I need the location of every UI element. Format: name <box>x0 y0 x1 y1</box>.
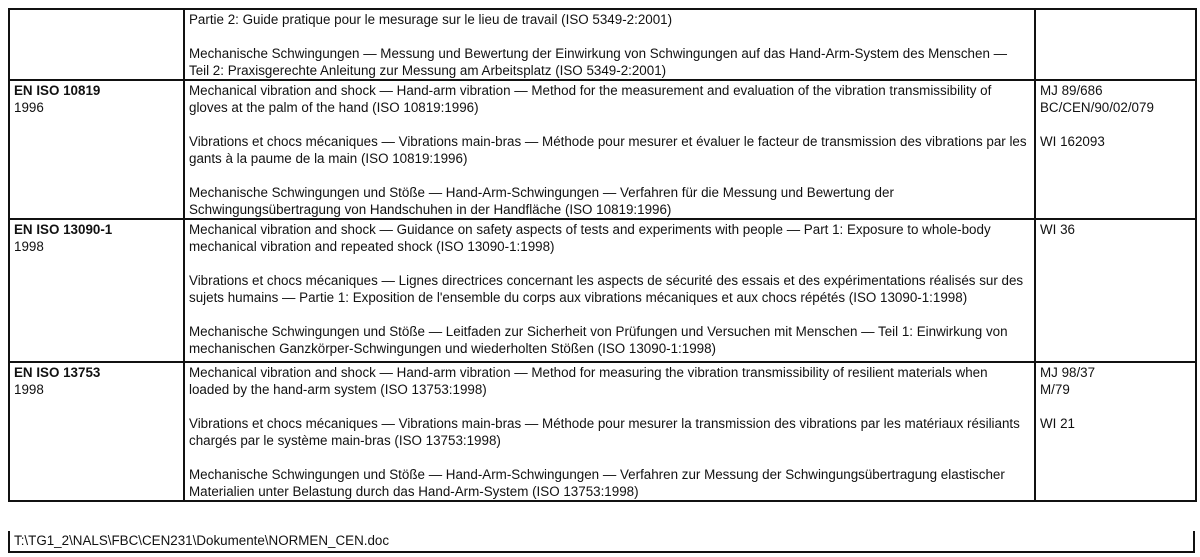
title-french: Vibrations et chocs mécaniques — Vibrations main-bras — Méthode pour mesurer la transmission des vibrations par les matériaux résiliants chargés par le système main-bras (ISO 13753:1998) <box>189 416 1020 448</box>
work-item-ref: WI 162093 <box>1040 134 1105 149</box>
standard-cell <box>9 80 184 219</box>
work-item-ref: WI 21 <box>1040 416 1075 431</box>
title-cell <box>184 219 1035 362</box>
title-cell <box>184 80 1035 219</box>
standard-cell <box>9 219 184 362</box>
table-row <box>9 362 1196 501</box>
table-row <box>9 219 1196 362</box>
title-english: Mechanical vibration and shock — Hand-arm vibration — Method for measuring the vibration transmissibility of resilient materials when loaded by the hand-arm system (ISO 13753:1998) <box>189 365 988 397</box>
reference-cell <box>1035 219 1196 362</box>
mandate-ref: MJ 89/686 <box>1040 83 1103 98</box>
title-cell <box>184 362 1035 501</box>
standard-number: EN ISO 13753 <box>14 365 101 380</box>
standard-year: 1996 <box>14 100 44 115</box>
standard-number: EN ISO 13090-1 <box>14 222 113 237</box>
reference-cell <box>1035 80 1196 219</box>
reference-cell <box>1035 9 1196 80</box>
title-english: Mechanical vibration and shock — Guidance on safety aspects of tests and experiments with people — Part 1: Exposure to whole-body mechanical vibration and repeated shock (ISO 13090-1:1998) <box>189 222 991 254</box>
table-row <box>9 9 1196 80</box>
title-german: Mechanische Schwingungen und Stöße — Hand-Arm-Schwingungen — Verfahren zur Messung der Schwingungsübertragung elastischer Materialien unter Belastung durch das Hand-Arm-System (ISO 13753:1998) <box>189 467 1005 499</box>
standards-table <box>8 8 1197 502</box>
standard-year: 1998 <box>14 239 44 254</box>
mandate-ref: BC/CEN/90/02/079 <box>1040 100 1154 115</box>
standard-cell <box>9 9 184 80</box>
title-french: Vibrations et chocs mécaniques — Lignes directrices concernant les aspects de sécurité des essais et des expérimentations réalisés sur des sujets humains — Partie 1: Exposition de l'ensemble du corps aux vibrations mécaniques et aux chocs répétés (ISO 13090-1:1998) <box>189 273 1024 305</box>
mandate-ref: MJ 98/37 <box>1040 365 1096 380</box>
standard-year: 1998 <box>14 382 44 397</box>
file-path-footer: T:\TG1_2\NALS\FBC\CEN231\Dokumente\NORMEN_CEN.doc <box>8 531 1195 553</box>
title-french: Partie 2: Guide pratique pour le mesurage sur le lieu de travail (ISO 5349-2:2001) <box>189 12 673 27</box>
title-cell <box>184 9 1035 80</box>
reference-cell <box>1035 362 1196 501</box>
title-french: Vibrations et chocs mécaniques — Vibrations main-bras — Méthode pour mesurer et évaluer le facteur de transmission des vibrations par les gants à la paume de la main (ISO 10819:1996) <box>189 134 1027 166</box>
table-row <box>9 80 1196 219</box>
work-item-ref: WI 36 <box>1040 222 1075 237</box>
title-german: Mechanische Schwingungen und Stöße — Leitfaden zur Sicherheit von Prüfungen und Versuchen mit Menschen — Teil 1: Einwirkung von mechanischen Ganzkörper-Schwingungen und wiederholten Stößen (ISO 13090-1:1998) <box>189 324 1008 356</box>
title-german: Mechanische Schwingungen und Stöße — Hand-Arm-Schwingungen — Verfahren für die Messung und Bewertung der Schwingungsübertragung von Handschuhen in der Handfläche (ISO 10819:1996) <box>189 185 894 217</box>
mandate-ref: M/79 <box>1040 382 1070 397</box>
title-german: Mechanische Schwingungen — Messung und Bewertung der Einwirkung von Schwingungen auf das Hand-Arm-System des Menschen — Teil 2: Praxisgerechte Anleitung zur Messung am Arbeitsplatz (ISO 5349-2:2001) <box>189 46 1008 78</box>
title-english: Mechanical vibration and shock — Hand-arm vibration — Method for the measurement and evaluation of the vibration transmissibility of gloves at the palm of the hand (ISO 10819:1996) <box>189 83 992 115</box>
standard-cell <box>9 362 184 501</box>
standard-number: EN ISO 10819 <box>14 83 101 98</box>
